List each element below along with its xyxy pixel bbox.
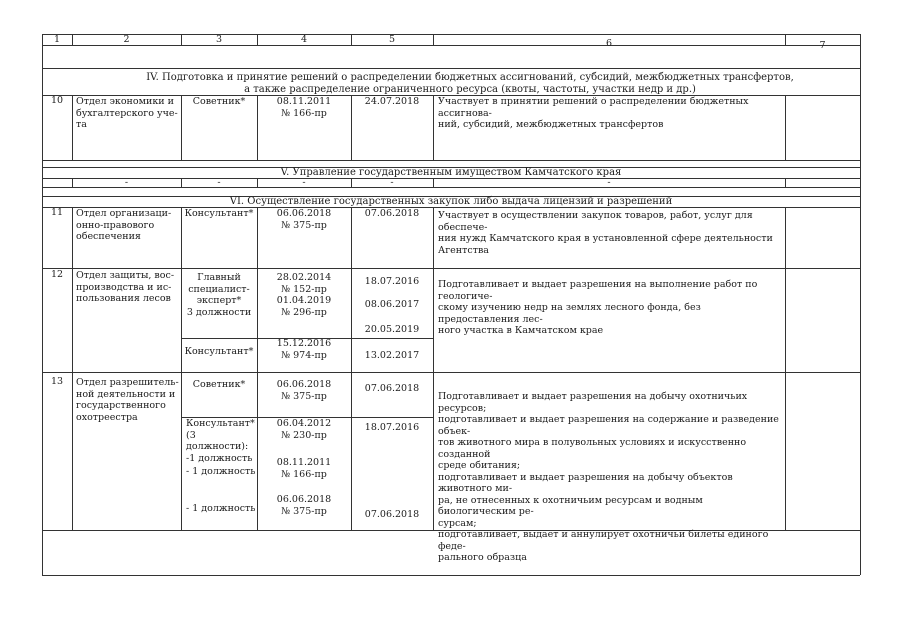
row13-order2a: 06.04.2012 № 230-пр bbox=[276, 418, 332, 441]
row13-position2c: - 1 должность bbox=[186, 503, 256, 514]
row10-order: 08.11.2011 № 166-пр bbox=[276, 96, 332, 119]
row10-position: Советник* bbox=[192, 96, 246, 107]
row12-order2: 15.12.2016 № 974-пр bbox=[276, 338, 332, 361]
section-4-title: IV. Подготовка и принятие решений о распределении бюджетных ассигнований, субсидий, межбюджетных трансфертов, а также распределение ограниченного ресурса (квоты, частоты, участки недр и др.) bbox=[146, 72, 794, 95]
row11-date: 07.06.2018 bbox=[364, 208, 420, 219]
s5-div bbox=[785, 178, 786, 187]
row10-date: 24.07.2018 bbox=[364, 96, 420, 107]
rule-r10-bottom bbox=[42, 160, 860, 161]
header-col-6: 6 bbox=[605, 38, 613, 49]
row13-duty: Подготавливает и выдает разрешения на добычу охотничьих ресурсов; подготавливает и выдает разрешения на содержание и разведение объек- тов животного мира в полувольных условиях и искусственно созданной среде обитания; подготавливает и выдает разрешения на добычу объектов животного ми- ра, не отнесенных к охотничьим ресурсам и водным биологическим ре- сурсам; подготавливает, выдает и аннулирует охотничьи билеты единого феде- рального образца bbox=[438, 391, 779, 563]
rule-final bbox=[42, 575, 860, 576]
header-col-3: 3 bbox=[215, 34, 223, 45]
row12-duty: Подготавливает и выдает разрешения на выполнение работ по геологиче- скому изучению недр на землях лесного фонда, без предоставления лес- ного участка в Камчатском крае bbox=[438, 279, 758, 336]
body-div bbox=[433, 207, 434, 530]
row13-position2b: - 1 должность bbox=[186, 466, 256, 477]
s5-dash: - bbox=[390, 177, 394, 188]
s5-dash: - bbox=[607, 177, 611, 188]
rule-s4-top bbox=[42, 68, 860, 69]
section-5-title: V. Управление государственным имуществом Камчатского края bbox=[280, 167, 622, 178]
row13-order2b: 08.11.2011 № 166-пр bbox=[276, 457, 332, 480]
row11-num: 11 bbox=[50, 207, 64, 218]
section-6-title: VI. Осуществление государственных закупок либо выдача лицензий и разрешений bbox=[229, 196, 673, 207]
header-col-2: 2 bbox=[123, 34, 130, 45]
row11-dept: Отдел организаци- онно-правового обеспечения bbox=[76, 208, 172, 242]
r10-div bbox=[433, 95, 434, 160]
row12-position2: Консультант* bbox=[184, 346, 254, 357]
r10-div bbox=[785, 95, 786, 160]
body-div bbox=[351, 207, 352, 530]
s5-dash: - bbox=[124, 177, 129, 188]
header-col-4: 4 bbox=[300, 34, 308, 45]
row13-date1: 07.06.2018 bbox=[364, 383, 420, 394]
row13-order1: 06.06.2018 № 375-пр bbox=[276, 379, 332, 402]
header-col-7: 7 bbox=[819, 40, 826, 51]
row10-duty: Участвует в принятии решений о распределении бюджетных ассигнова- ний, субсидий, межбюджетных трансфертов bbox=[438, 96, 749, 130]
rule-r12-bottom bbox=[42, 372, 860, 373]
row13-date2a: 18.07.2016 bbox=[364, 422, 420, 433]
row13-num: 13 bbox=[50, 376, 64, 387]
row12-date1b: 08.06.2017 bbox=[364, 299, 420, 310]
row12-num: 12 bbox=[50, 269, 64, 280]
rule-r11-bottom bbox=[42, 268, 860, 269]
body-div bbox=[257, 207, 258, 530]
row13-date2c: 07.06.2018 bbox=[364, 509, 420, 520]
body-div bbox=[72, 207, 73, 530]
row12-date1a: 18.07.2016 bbox=[364, 276, 420, 287]
row12-date2: 13.02.2017 bbox=[364, 350, 420, 361]
row11-position: Консультант* bbox=[184, 208, 254, 219]
header-col-5: 5 bbox=[388, 34, 396, 45]
row10-num: 10 bbox=[50, 95, 64, 106]
r10-div bbox=[72, 95, 73, 160]
rule-left bbox=[42, 34, 43, 575]
row12-dept: Отдел защиты, вос- производства и ис- пользования лесов bbox=[76, 270, 175, 304]
row13-dept: Отдел разрешитель- ной деятельности и государственного охотреестра bbox=[76, 377, 179, 423]
row13-position2: Консультант* (3 должности): -1 должность bbox=[186, 418, 255, 464]
row12-position1: Главный специалист- эксперт* 3 должности bbox=[186, 272, 252, 318]
row11-duty: Участвует в осуществлении закупок товаров, работ, услуг для обеспече- ния нужд Камчатского края в установленной сфере деятельности Агентства bbox=[438, 210, 773, 256]
header-col-1: 1 bbox=[53, 34, 61, 45]
body-div bbox=[181, 207, 182, 530]
row12-date1c: 20.05.2019 bbox=[364, 324, 420, 335]
row11-order: 06.06.2018 № 375-пр bbox=[276, 208, 332, 231]
row10-dept: Отдел экономики и бухгалтерского уче- та bbox=[76, 96, 178, 130]
rule-right bbox=[860, 34, 861, 575]
row12-order1: 28.02.2014 № 152-пр 01.04.2019 № 296-пр bbox=[276, 272, 332, 318]
row13-position1: Советник* bbox=[192, 379, 246, 390]
s5-dash: - bbox=[302, 177, 306, 188]
s5-dash: - bbox=[217, 177, 221, 188]
body-div bbox=[785, 207, 786, 530]
row13-order2c: 06.06.2018 № 375-пр bbox=[276, 494, 332, 517]
